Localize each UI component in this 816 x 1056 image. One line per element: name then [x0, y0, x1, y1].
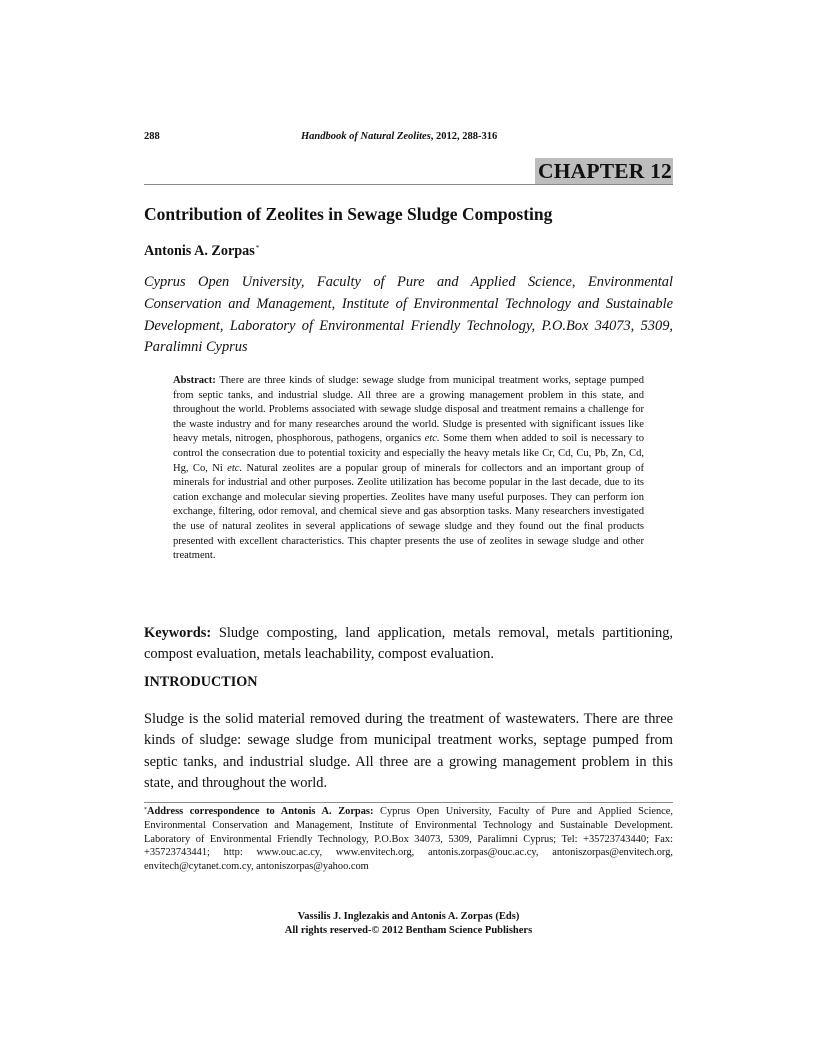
footnote-label: Address correspondence to Antonis A. Zorpas:: [147, 806, 374, 817]
chapter-banner: [535, 158, 673, 184]
chapter-label: CHAPTER 12: [535, 158, 673, 184]
correspondence-footnote: [144, 805, 673, 874]
author-name: [144, 242, 258, 260]
section-heading-introduction: INTRODUCTION: [144, 674, 258, 690]
keywords-label: Keywords:: [144, 625, 212, 641]
abstract: [173, 374, 644, 564]
footnote-marker: *: [144, 807, 147, 813]
page-number: 288: [144, 131, 160, 142]
header-divider: [144, 184, 673, 185]
article-title: Contribution of Zeolites in Sewage Sludge Composting: [144, 204, 553, 224]
abstract-label: Abstract:: [173, 375, 216, 386]
footnote-text: Cyprus Open University, Faculty of Pure and Applied Science, Environmental Conservation and Management, Institute of Environmental Technology and Sustainable Development. Laboratory of Environmental Friendly Technology, P.O.Box 34073, 5309, Paralimni Cyprus; Tel: +35723743440; Fax: +35723743441; http: www.ouc.ac.cy, www.envitech.org, antonis.zorpas@ouc.ac.cy, antoniszorpas@envitech.org, envitech@cytanet.com.cy, antoniszorpas@yahoo.com: [144, 806, 674, 873]
journal-citation: [301, 131, 497, 142]
footnote-divider: [144, 802, 673, 803]
abstract-text-3: Natural zeolites are a popular group of minerals for collectors and an important group of minerals for industrial and other purposes. Zeolite utilization has become popular in the last decade, due to its cation exchange and molecular sieving properties. Zeolites have many useful purposes. They can perform ion exchange, filtering, odor removal, and chemical sieve and gas absorption tasks. Many researchers investigated the use of natural zeolites in several applications of sewage sludge and they found out the final products presented with excellent characteristics. This chapter presents the use of zeolites in sewage sludge and other treatment.: [173, 462, 645, 562]
editors-line: Vassilis J. Inglezakis and Antonis A. Zorpas (Eds): [297, 911, 520, 922]
abstract-etc-1: etc.: [424, 433, 440, 445]
keywords-text: Sludge composting, land application, metals removal, metals partitioning, compost evaluation, metals leachability, compost evaluation.: [144, 625, 673, 662]
publisher-credits: [144, 910, 673, 938]
introduction-paragraph: Sludge is the solid material removed during the treatment of wastewaters. There are three kinds of sludge: sewage sludge from municipal treatment works, septage pumped from septic tanks, and industrial sludge. All three are a growing management problem in this state, and throughout the world.: [144, 711, 673, 792]
copyright-line: All rights reserved-© 2012 Bentham Science Publishers: [284, 925, 533, 936]
abstract-text-2: Some them when added to soil is necessary to control the consecration due to potential toxicity and especially the heavy metals like Cr, Cd, Cu, Pb, Zn, Cd, Hg, Co, Ni: [173, 433, 644, 474]
running-head: [144, 131, 673, 145]
author-footnote-marker: *: [255, 244, 260, 252]
author-text: Antonis A. Zorpas: [144, 243, 255, 259]
journal-details: , 2012, 288-316: [430, 131, 498, 142]
journal-title: Handbook of Natural Zeolites: [301, 131, 431, 142]
author-affiliation: Cyprus Open University, Faculty of Pure and Applied Science, Environmental Conservation and Management, Institute of Environmental Technology and Sustainable Development, Laboratory of Environmental Friendly Technology, P.O.Box 34073, 5309, Paralimni Cyprus: [144, 274, 673, 356]
abstract-etc-2: etc.: [227, 462, 243, 474]
abstract-text-1: There are three kinds of sludge: sewage sludge from municipal treatment works, septage pumped from septic tanks, and industrial sludge. All three are a growing management problem in this state, and throughout the world. Problems associated with sewage sludge disposal and treatment remains a challenge for the waste industry and for many researches around the world. Sludge is presented with significant issues like heavy metals, nitrogen, phosphorous, pathogens, organics: [173, 375, 644, 445]
keywords: [144, 623, 673, 664]
